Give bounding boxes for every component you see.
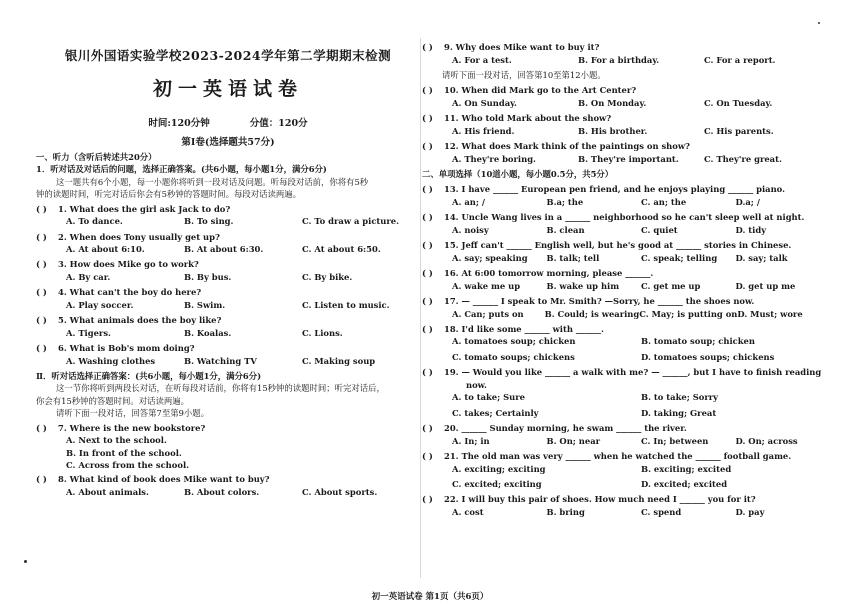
option-c: C. excited; exciting bbox=[452, 478, 542, 489]
answer-bracket[interactable]: ( ) bbox=[422, 423, 433, 434]
option-d: D. say; talk bbox=[735, 252, 788, 263]
option-a: A. Play soccer. bbox=[66, 299, 134, 310]
answer-bracket[interactable]: ( ) bbox=[422, 494, 433, 505]
option-c: C. Making soup bbox=[302, 355, 376, 366]
answer-bracket[interactable]: ( ) bbox=[36, 203, 47, 214]
part1-instruction-cont: 钟的读题时间，听完对话后你会有5秒钟的答题时间。每段对话读两遍。 bbox=[36, 189, 301, 200]
question-text: 1. What does the girl ask Jack to do? bbox=[58, 203, 231, 214]
option-b: B. They're important. bbox=[578, 153, 679, 164]
option-a: A. By car. bbox=[66, 271, 111, 282]
question-item bbox=[422, 239, 830, 264]
option-b: B. By bus. bbox=[184, 271, 232, 282]
school-title: 银川外国语实验学校2023-2024学年第二学期期末检测 bbox=[64, 48, 392, 63]
option-c: C. For a report. bbox=[704, 54, 776, 65]
question-text-cont: now. bbox=[466, 379, 487, 390]
option-d: D. tomatoes soups; chickens bbox=[641, 351, 775, 362]
answer-bracket[interactable]: ( ) bbox=[422, 240, 433, 251]
part2-instruction-q7-9: 请听下面一段对话，回答第7至第9小题。 bbox=[56, 408, 210, 419]
question-item bbox=[36, 422, 420, 472]
question-text: 20. ______ Sunday morning, he swam ______ the river. bbox=[444, 423, 687, 434]
question-text: 3. How does Mike go to work? bbox=[58, 259, 199, 270]
question-text: 17. — ______ I speak to Mr. Smith? —Sorry, he ______ the shoes now. bbox=[444, 296, 755, 307]
option-c: C. At about 6:50. bbox=[302, 244, 381, 255]
question-item bbox=[36, 258, 420, 283]
option-a: A. noisy bbox=[452, 224, 489, 235]
option-a: A. On Sunday. bbox=[452, 97, 517, 108]
question-item bbox=[422, 323, 830, 363]
option-a: A. Can; puts on bbox=[452, 308, 524, 319]
option-a: A. At about 6:10. bbox=[66, 244, 145, 255]
answer-bracket[interactable]: ( ) bbox=[422, 323, 433, 334]
option-a: A. To dance. bbox=[66, 216, 123, 227]
option-c: C. spend bbox=[641, 506, 682, 517]
option-c: C. Lions. bbox=[302, 327, 343, 338]
part1-question-list bbox=[36, 203, 420, 367]
option-a: A. About animals. bbox=[66, 486, 149, 497]
question-text: 11. Who told Mark about the show? bbox=[444, 113, 612, 124]
question-item bbox=[36, 314, 420, 339]
question-text: 7. Where is the new bookstore? bbox=[58, 422, 206, 433]
question-item bbox=[422, 112, 830, 137]
answer-bracket[interactable]: ( ) bbox=[36, 231, 47, 242]
option-b: B. To sing. bbox=[184, 216, 234, 227]
option-a: A. wake me up bbox=[452, 280, 521, 291]
option-c: C. On Tuesday. bbox=[704, 97, 773, 108]
option-b: B. For a birthday. bbox=[578, 54, 660, 65]
option-c: C. an; the bbox=[641, 196, 687, 207]
question-text: 5. What animals does the boy like? bbox=[58, 315, 222, 326]
answer-bracket[interactable]: ( ) bbox=[36, 474, 47, 485]
question-item bbox=[422, 366, 830, 419]
left-column bbox=[36, 38, 420, 501]
option-b: B. Could; is wearing bbox=[544, 308, 640, 319]
part2-title: Ⅱ．听对话选择正确答案：(共6小题，每小题1分，满分6分) bbox=[36, 371, 262, 382]
question-item bbox=[422, 267, 830, 292]
exam-title: 初一英语试卷 bbox=[152, 78, 303, 100]
option-a: A. exciting; exciting bbox=[452, 463, 546, 474]
question-item bbox=[422, 493, 830, 518]
answer-bracket[interactable]: ( ) bbox=[36, 259, 47, 270]
option-c: C. takes; Certainly bbox=[452, 407, 539, 418]
page-footer: 初一英语试卷 第1页（共6页） bbox=[371, 592, 489, 602]
option-a: A. tomatoes soup; chicken bbox=[452, 336, 576, 347]
answer-bracket[interactable]: ( ) bbox=[422, 296, 433, 307]
question-item bbox=[422, 422, 830, 447]
column-divider bbox=[420, 38, 421, 578]
question-text: 8. What kind of book does Mike want to buy? bbox=[58, 474, 270, 485]
option-b: B. Swim. bbox=[184, 299, 226, 310]
question-text: 9. Why does Mike want to buy it? bbox=[444, 42, 600, 52]
option-a: A. Next to the school. bbox=[66, 435, 167, 446]
answer-bracket[interactable]: ( ) bbox=[422, 113, 433, 124]
answer-bracket[interactable]: ( ) bbox=[422, 42, 433, 52]
option-b: B. In front of the school. bbox=[66, 447, 182, 458]
question-text: 12. What does Mark think of the paintings on show? bbox=[444, 141, 690, 152]
option-c: C. They're great. bbox=[704, 153, 782, 164]
option-b: B. His brother. bbox=[578, 125, 648, 136]
option-b: B. Watching TV bbox=[184, 355, 257, 366]
option-c: C. May; is putting on bbox=[639, 308, 738, 319]
answer-bracket[interactable]: ( ) bbox=[422, 85, 433, 96]
answer-bracket[interactable]: ( ) bbox=[422, 367, 433, 378]
option-b: B. to take; Sorry bbox=[641, 392, 719, 403]
option-a: A. Washing clothes bbox=[66, 355, 156, 366]
answer-bracket[interactable]: ( ) bbox=[422, 451, 433, 461]
question-text: 21. The old man was very ______ when he watched the ______ football game. bbox=[444, 451, 792, 461]
scan-speck bbox=[24, 560, 27, 563]
option-d: D. get up me bbox=[735, 280, 796, 291]
option-b: B. clean bbox=[546, 224, 585, 235]
exam-score: 分值：120分 bbox=[249, 118, 308, 129]
question-item bbox=[422, 41, 830, 66]
exam-meta bbox=[36, 115, 420, 129]
question-item bbox=[36, 342, 420, 367]
question-item bbox=[422, 84, 830, 109]
scan-speck bbox=[818, 22, 820, 24]
option-a: A. cost bbox=[452, 506, 484, 517]
answer-bracket[interactable]: ( ) bbox=[36, 422, 47, 433]
question-text: 19. — Would you like ______ a walk with me? — ______, but I have to finish reading bbox=[444, 367, 822, 378]
question-text: 14. Uncle Wang lives in a ______ neighborhood so he can't sleep well at night. bbox=[444, 212, 805, 223]
question-item bbox=[422, 183, 830, 208]
option-d: D. taking; Great bbox=[641, 407, 717, 418]
option-d: D.a; / bbox=[735, 196, 760, 207]
part2-instruction-cont: 你会有15秒钟的答题时间。对话读两遍。 bbox=[36, 395, 190, 406]
part1-instruction: 这一题共有6个小题，每一小题你将听到一段对话及问题。听每段对话前，你将有5秒 bbox=[56, 176, 369, 187]
option-c: C. Across from the school. bbox=[66, 460, 190, 470]
question-text: 18. I'd like some ______ with ______. bbox=[444, 323, 604, 334]
option-a: A. His friend. bbox=[452, 125, 515, 136]
answer-bracket[interactable]: ( ) bbox=[422, 141, 433, 152]
answer-bracket[interactable]: ( ) bbox=[36, 343, 47, 354]
option-c: C. In; between bbox=[641, 435, 709, 446]
option-b: B. bring bbox=[546, 506, 585, 517]
option-d: D. On; across bbox=[735, 435, 798, 446]
question-text: 15. Jeff can't ______ English well, but he's good at ______ stories in Chinese. bbox=[444, 240, 792, 251]
option-b: B. On; near bbox=[546, 435, 601, 446]
option-d: D. tidy bbox=[735, 224, 767, 235]
instruction-q10-12: 请听下面一段对话，回答第10至第12小题。 bbox=[442, 69, 606, 80]
option-c: C. By bike. bbox=[302, 271, 353, 282]
option-b: B. At about 6:30. bbox=[184, 244, 264, 255]
question-item bbox=[422, 295, 830, 320]
option-b: B. wake up him bbox=[546, 280, 620, 291]
option-b: B. On Monday. bbox=[578, 97, 647, 108]
option-c: C. get me up bbox=[641, 280, 701, 291]
answer-bracket[interactable]: ( ) bbox=[36, 315, 47, 326]
option-c: C. About sports. bbox=[302, 486, 378, 497]
part1-title: 1．听对话及对话后的问题，选择正确答案。(共6小题，每小题1分，满分6分) bbox=[36, 164, 327, 175]
option-c: C. His parents. bbox=[704, 125, 774, 136]
option-b: B. exciting; excited bbox=[641, 463, 732, 474]
volume-title: 第Ⅰ卷(选择题共57分) bbox=[181, 137, 275, 148]
option-c: C. tomato soups; chickens bbox=[452, 351, 575, 362]
part2-instruction: 这一节你将听到两段长对话，在听每段对话前，你将有15秒钟的读题时间；听完对话后， bbox=[56, 383, 385, 394]
question-text: 6. What is Bob's mom doing? bbox=[58, 343, 195, 354]
answer-bracket[interactable]: ( ) bbox=[36, 287, 47, 298]
question-item bbox=[36, 203, 420, 228]
option-c: C. Listen to music. bbox=[302, 299, 390, 310]
listening-section-title: 一、听力（含听后转述共20分） bbox=[36, 152, 157, 162]
question-item bbox=[422, 211, 830, 236]
question-item bbox=[36, 473, 420, 498]
option-a: A. They're boring. bbox=[452, 153, 536, 164]
option-d: D. pay bbox=[735, 506, 765, 517]
option-a: A. In; in bbox=[452, 435, 490, 446]
option-a: A. For a test. bbox=[452, 54, 512, 65]
question-item bbox=[422, 140, 830, 165]
question-text: 13. I have ______ European pen friend, and he enjoys playing ______ piano. bbox=[444, 184, 786, 195]
question-text: 4. What can't the boy do here? bbox=[58, 287, 202, 298]
question-item bbox=[36, 286, 420, 311]
option-c: C. To draw a picture. bbox=[302, 216, 400, 227]
answer-bracket[interactable]: ( ) bbox=[422, 268, 433, 279]
option-d: D. Must; wore bbox=[737, 308, 803, 319]
option-b: B. talk; tell bbox=[546, 252, 600, 263]
option-b: B. About colors. bbox=[184, 486, 260, 497]
option-a: A. an; / bbox=[452, 196, 485, 207]
answer-bracket[interactable]: ( ) bbox=[422, 184, 433, 195]
option-b: B.a; the bbox=[546, 196, 584, 207]
option-c: C. speak; telling bbox=[641, 252, 718, 263]
right-column bbox=[422, 38, 830, 521]
option-d: D. excited; excited bbox=[641, 478, 728, 489]
question-text: 16. At 6:00 tomorrow morning, please ______. bbox=[444, 268, 654, 279]
option-a: A. to take; Sure bbox=[452, 392, 526, 403]
question-text: 2. When does Tony usually get up? bbox=[58, 231, 220, 242]
option-b: B. tomato soup; chicken bbox=[641, 336, 755, 347]
question-item bbox=[36, 231, 420, 256]
option-a: A. say; speaking bbox=[452, 252, 528, 263]
option-a: A. Tigers. bbox=[66, 327, 111, 338]
option-b: B. Koalas. bbox=[184, 327, 232, 338]
question-text: 10. When did Mark go to the Art Center? bbox=[444, 85, 637, 96]
question-item bbox=[422, 450, 830, 490]
multiple-choice-section-title: 二、单项选择（10道小题，每小题0.5分，共5分） bbox=[422, 169, 614, 180]
option-c: C. quiet bbox=[641, 224, 678, 235]
answer-bracket[interactable]: ( ) bbox=[422, 212, 433, 223]
exam-time: 时间:120分钟 bbox=[148, 118, 210, 129]
question-text: 22. I will buy this pair of shoes. How much need I ______ you for it? bbox=[444, 494, 756, 505]
